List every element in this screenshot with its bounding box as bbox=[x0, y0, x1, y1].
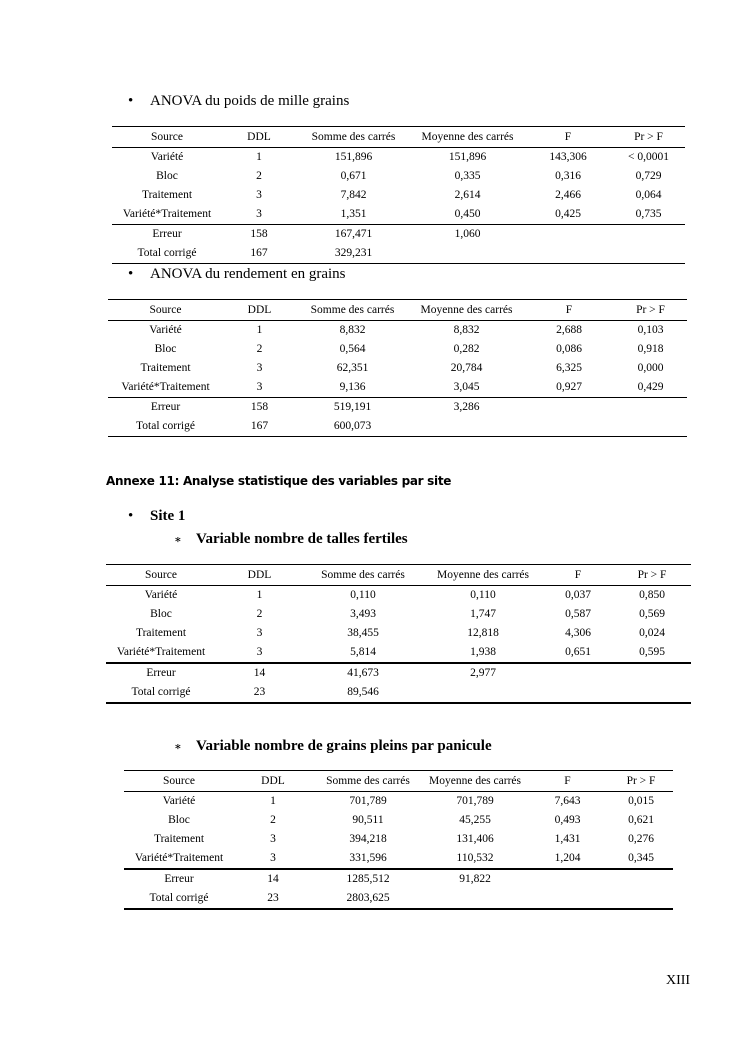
table-cell: 1,938 bbox=[470, 646, 496, 658]
column-header: DDL bbox=[216, 565, 303, 586]
table-row bbox=[124, 830, 673, 849]
table-cell: Total corrigé bbox=[124, 889, 234, 909]
table-cell: 0,729 bbox=[635, 170, 662, 182]
column-header: DDL bbox=[234, 771, 312, 792]
bullet-icon: • bbox=[128, 508, 134, 524]
table-cell: 3 bbox=[256, 381, 263, 393]
table-cell: Bloc bbox=[168, 814, 190, 826]
column-header: Moyenne des carrés bbox=[409, 300, 524, 321]
table-cell: Variété bbox=[144, 589, 178, 601]
table-row bbox=[124, 889, 673, 909]
table-cell: 2 bbox=[270, 814, 276, 826]
site-title: Site 1 bbox=[150, 508, 186, 524]
table-cell: 1,431 bbox=[554, 833, 581, 845]
table-cell: 6,325 bbox=[556, 362, 582, 374]
column-header: F bbox=[543, 565, 613, 586]
table-cell: 0,015 bbox=[628, 795, 654, 807]
table-row bbox=[112, 167, 685, 186]
column-header: Pr > F bbox=[612, 127, 685, 148]
table-cell: 4,306 bbox=[565, 627, 591, 639]
table-cell: Variété*Traitement bbox=[121, 381, 210, 393]
table-cell bbox=[524, 244, 612, 264]
table-cell: 0,450 bbox=[454, 208, 481, 220]
column-header: Source bbox=[112, 127, 222, 148]
table-cell: Variété*Traitement bbox=[134, 852, 224, 864]
table-cell: 0,493 bbox=[554, 814, 581, 826]
table-cell: 2,977 bbox=[423, 663, 543, 683]
table-cell: 0,587 bbox=[565, 608, 591, 620]
table-cell: Variété*Traitement bbox=[116, 646, 206, 658]
table-cell: 12,818 bbox=[467, 627, 499, 639]
table-row bbox=[108, 417, 687, 437]
page-number: XIII bbox=[666, 973, 691, 988]
table-row bbox=[106, 663, 691, 683]
table-cell: Total corrigé bbox=[112, 244, 222, 264]
table-cell: 2803,625 bbox=[312, 889, 424, 909]
variable-title: Variable nombre de grains pleins par panicule bbox=[196, 738, 492, 754]
table-cell: 14 bbox=[234, 869, 312, 889]
table-cell: Total corrigé bbox=[106, 683, 216, 703]
table-cell: 0,000 bbox=[637, 362, 664, 374]
table-cell: 0,064 bbox=[635, 189, 662, 201]
table-row bbox=[106, 586, 691, 606]
table-cell: 3,286 bbox=[409, 398, 524, 418]
table-cell: 3 bbox=[256, 646, 263, 658]
table-row bbox=[124, 811, 673, 830]
table-cell: 0,569 bbox=[639, 608, 665, 620]
table-cell: 1,060 bbox=[411, 225, 524, 245]
table-cell: Variété bbox=[150, 151, 184, 163]
table-cell: 131,406 bbox=[456, 833, 494, 845]
table-cell: 1,351 bbox=[340, 208, 367, 220]
table-cell: 0,918 bbox=[637, 343, 664, 355]
table-cell: Variété bbox=[149, 324, 182, 336]
table-row bbox=[112, 225, 685, 245]
table-cell: 1,204 bbox=[554, 852, 581, 864]
table-cell bbox=[526, 889, 609, 909]
table-cell: 23 bbox=[216, 683, 303, 703]
anova-table-yield bbox=[108, 299, 687, 437]
table-cell: 8,832 bbox=[453, 324, 480, 336]
table-cell: 3 bbox=[256, 362, 263, 374]
table-cell bbox=[524, 417, 614, 437]
table-cell: 158 bbox=[223, 398, 296, 418]
table-cell: Bloc bbox=[150, 608, 172, 620]
section-heading-thousand-grain bbox=[128, 93, 349, 110]
variable-title: Variable nombre de talles fertiles bbox=[196, 531, 408, 547]
table-row bbox=[106, 624, 691, 643]
column-header: Somme des carrés bbox=[296, 300, 409, 321]
table-cell: 0,345 bbox=[628, 852, 654, 864]
table-cell: 2,466 bbox=[555, 189, 581, 201]
table-cell: 1285,512 bbox=[312, 869, 424, 889]
table-cell bbox=[609, 869, 673, 889]
table-cell: 2 bbox=[256, 170, 262, 182]
table-cell: 62,351 bbox=[336, 362, 369, 374]
table-cell bbox=[609, 889, 673, 909]
table-cell: 3,493 bbox=[350, 608, 376, 620]
column-header: DDL bbox=[223, 300, 296, 321]
section-heading-yield bbox=[128, 266, 346, 283]
table-cell bbox=[613, 683, 691, 703]
table-cell: 1 bbox=[256, 589, 263, 601]
anova-table-thousand-grain bbox=[112, 126, 685, 264]
table-cell: < 0,0001 bbox=[628, 151, 669, 163]
table-row bbox=[124, 792, 673, 812]
table-cell bbox=[612, 225, 685, 245]
table-cell: 1 bbox=[256, 324, 263, 336]
table-cell: 394,218 bbox=[349, 833, 387, 845]
table-cell: 3 bbox=[270, 852, 276, 864]
table-cell bbox=[543, 663, 613, 683]
table-row bbox=[112, 205, 685, 225]
table-row bbox=[106, 643, 691, 663]
table-cell: Variété*Traitement bbox=[122, 208, 212, 220]
table-cell: 38,455 bbox=[347, 627, 379, 639]
table-cell bbox=[614, 417, 687, 437]
table-cell bbox=[612, 244, 685, 264]
table-cell: 7,643 bbox=[554, 795, 581, 807]
column-header: Moyenne des carrés bbox=[424, 771, 526, 792]
table-cell: 0,037 bbox=[565, 589, 591, 601]
table-cell: 0,429 bbox=[637, 381, 664, 393]
table-row bbox=[112, 186, 685, 205]
table-row bbox=[108, 340, 687, 359]
table-cell: 0,086 bbox=[556, 343, 582, 355]
table-row bbox=[112, 148, 685, 168]
table-cell: 9,136 bbox=[339, 381, 366, 393]
table-cell: 600,073 bbox=[296, 417, 409, 437]
column-header: Source bbox=[124, 771, 234, 792]
column-header: Pr > F bbox=[613, 565, 691, 586]
asterisk-icon: ∗ bbox=[174, 534, 182, 546]
table-cell: 45,255 bbox=[459, 814, 491, 826]
anova-table-full-grains bbox=[124, 770, 673, 910]
table-cell: 0,024 bbox=[639, 627, 665, 639]
table-row bbox=[124, 849, 673, 869]
table-cell: 1,747 bbox=[470, 608, 496, 620]
table-row bbox=[124, 869, 673, 889]
table-cell bbox=[543, 683, 613, 703]
column-header: Pr > F bbox=[614, 300, 687, 321]
section-title: ANOVA du poids de mille grains bbox=[150, 93, 350, 109]
variable-heading-full-grains bbox=[174, 738, 492, 755]
table-cell: Total corrigé bbox=[108, 417, 223, 437]
table-cell: 0,110 bbox=[350, 589, 376, 601]
table-cell: 2,614 bbox=[454, 189, 481, 201]
column-header: Somme des carrés bbox=[312, 771, 424, 792]
table-cell: Traitement bbox=[141, 189, 193, 201]
table-cell: 89,546 bbox=[303, 683, 423, 703]
table-cell: 0,425 bbox=[555, 208, 581, 220]
table-cell: 91,822 bbox=[424, 869, 526, 889]
table-cell: 0,927 bbox=[556, 381, 582, 393]
column-header: Moyenne des carrés bbox=[411, 127, 524, 148]
table-cell: 331,596 bbox=[349, 852, 387, 864]
table-cell: Erreur bbox=[108, 398, 223, 418]
column-header: Source bbox=[108, 300, 223, 321]
table-cell: 20,784 bbox=[450, 362, 483, 374]
bullet-icon: • bbox=[128, 266, 134, 282]
table-cell: 2 bbox=[256, 343, 263, 355]
column-header: DDL bbox=[222, 127, 296, 148]
table-row bbox=[106, 605, 691, 624]
table-header-row bbox=[106, 565, 691, 586]
table-cell: 3 bbox=[256, 208, 262, 220]
table-cell bbox=[411, 244, 524, 264]
annex-title: Annexe 11: Analyse statistique des variables par site bbox=[106, 474, 452, 488]
bullet-icon: • bbox=[128, 93, 134, 109]
table-row bbox=[108, 398, 687, 418]
table-cell: 90,511 bbox=[352, 814, 384, 826]
table-cell: 41,673 bbox=[303, 663, 423, 683]
column-header: Source bbox=[106, 565, 216, 586]
table-cell bbox=[424, 889, 526, 909]
table-cell: Bloc bbox=[156, 170, 178, 182]
table-row bbox=[106, 683, 691, 703]
table-cell: 0,621 bbox=[628, 814, 654, 826]
table-cell: 167,471 bbox=[296, 225, 411, 245]
table-cell bbox=[409, 417, 524, 437]
table-cell: 3 bbox=[256, 189, 262, 201]
column-header: F bbox=[524, 127, 612, 148]
variable-heading-fertile-tillers bbox=[174, 531, 408, 548]
table-cell: 0,110 bbox=[470, 589, 496, 601]
table-cell: 0,651 bbox=[565, 646, 591, 658]
table-row bbox=[108, 359, 687, 378]
table-cell: 167 bbox=[222, 244, 296, 264]
table-cell: 151,896 bbox=[334, 151, 373, 163]
table-cell: 0,735 bbox=[635, 208, 662, 220]
table-cell: 701,789 bbox=[349, 795, 387, 807]
table-cell: 0,276 bbox=[628, 833, 654, 845]
table-cell bbox=[423, 683, 543, 703]
table-cell: 0,564 bbox=[339, 343, 366, 355]
table-header-row bbox=[112, 127, 685, 148]
table-cell: 5,814 bbox=[350, 646, 376, 658]
table-cell bbox=[526, 869, 609, 889]
table-cell: 7,842 bbox=[340, 189, 367, 201]
table-cell: 329,231 bbox=[296, 244, 411, 264]
table-cell: 2,688 bbox=[556, 324, 582, 336]
column-header: F bbox=[526, 771, 609, 792]
table-cell bbox=[524, 225, 612, 245]
table-row bbox=[112, 244, 685, 264]
table-cell: 3,045 bbox=[453, 381, 480, 393]
table-cell: 0,316 bbox=[555, 170, 581, 182]
column-header: Moyenne des carrés bbox=[423, 565, 543, 586]
table-cell: 1 bbox=[270, 795, 276, 807]
table-cell bbox=[524, 398, 614, 418]
asterisk-icon: ∗ bbox=[174, 741, 182, 753]
table-cell: 701,789 bbox=[456, 795, 494, 807]
site-heading bbox=[128, 508, 185, 525]
table-cell: Variété bbox=[162, 795, 196, 807]
table-cell: 1 bbox=[256, 151, 262, 163]
section-title: ANOVA du rendement en grains bbox=[150, 266, 346, 282]
table-cell: 8,832 bbox=[339, 324, 366, 336]
table-header-row bbox=[108, 300, 687, 321]
column-header: F bbox=[524, 300, 614, 321]
table-cell: 14 bbox=[216, 663, 303, 683]
table-cell: 0,671 bbox=[340, 170, 367, 182]
table-cell: 0,282 bbox=[453, 343, 480, 355]
table-cell: 3 bbox=[270, 833, 276, 845]
table-header-row bbox=[124, 771, 673, 792]
table-cell: 0,850 bbox=[639, 589, 665, 601]
table-cell: Erreur bbox=[124, 869, 234, 889]
table-cell: Traitement bbox=[153, 833, 205, 845]
column-header: Somme des carrés bbox=[303, 565, 423, 586]
table-cell: 0,335 bbox=[454, 170, 481, 182]
table-cell: 143,306 bbox=[549, 151, 587, 163]
table-cell bbox=[614, 398, 687, 418]
table-cell: Traitement bbox=[135, 627, 187, 639]
table-cell: 0,103 bbox=[637, 324, 664, 336]
column-header: Pr > F bbox=[609, 771, 673, 792]
table-cell: 519,191 bbox=[296, 398, 409, 418]
table-cell: Traitement bbox=[140, 362, 191, 374]
table-row bbox=[108, 321, 687, 341]
table-cell: Bloc bbox=[154, 343, 177, 355]
table-cell: 167 bbox=[223, 417, 296, 437]
table-cell: 110,532 bbox=[456, 852, 494, 864]
anova-table-fertile-tillers bbox=[106, 564, 691, 704]
table-cell: Erreur bbox=[106, 663, 216, 683]
table-cell: 151,896 bbox=[448, 151, 487, 163]
table-cell: 158 bbox=[222, 225, 296, 245]
table-cell: 23 bbox=[234, 889, 312, 909]
table-cell: 3 bbox=[256, 627, 263, 639]
table-cell: 2 bbox=[256, 608, 263, 620]
table-cell bbox=[613, 663, 691, 683]
table-cell: 0,595 bbox=[639, 646, 665, 658]
table-row bbox=[108, 378, 687, 398]
table-cell: Erreur bbox=[112, 225, 222, 245]
column-header: Somme des carrés bbox=[296, 127, 411, 148]
